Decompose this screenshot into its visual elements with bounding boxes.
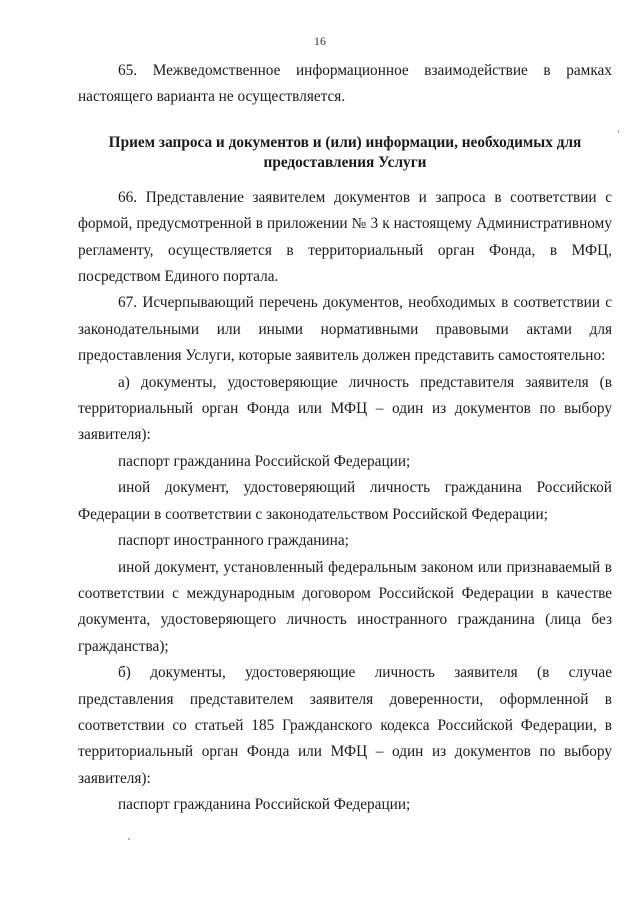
paragraph-66: 66. Представление заявителем документов и запроса в соответствии с формой, предусмотренной в приложении № 3 к настоящему Административному регламенту, осуществляется в территориальный орган Фонда, в МФЦ, посредством Единого портала. <box>78 188 612 286</box>
page-content <box>78 58 612 819</box>
section-heading: Прием запроса и документов и (или) информации, необходимых для предоставления Услуги <box>108 133 582 171</box>
list-subitem: паспорт иностранного гражданина; <box>118 532 349 550</box>
page-number: 16 <box>314 34 326 48</box>
paragraph-67: 67. Исчерпывающий перечень документов, необходимых в соответствии с законодательными или иными нормативными правовыми актами для предоставления Услуги, которые заявитель должен представить самостоятельно: <box>78 294 612 365</box>
paragraph-65: 65. Межведомственное информационное взаимодействие в рамках настоящего варианта не осуществляется. <box>78 62 612 106</box>
list-subitem: паспорт гражданина Российской Федерации; <box>118 452 411 470</box>
list-item-b: б) документы, удостоверяющие личность заявителя (в случае представления представителем заявителя доверенности, оформленной в соответствии со статьей 185 Гражданского кодекса Российской Федерации, в территориальный орган Фонда или МФЦ – один из документов по выбору заявителя): <box>78 664 612 787</box>
list-subitem: паспорт гражданина Российской Федерации; <box>118 796 411 814</box>
list-subitem: иной документ, установленный федеральным законом или признаваемый в соответствии с международным договором Российской Федерации в качестве документа, удостоверяющего личность иностранного гражданина (лица без гражданства); <box>78 558 612 655</box>
scan-speck <box>618 130 619 133</box>
scan-speck <box>128 838 130 840</box>
list-item-a: а) документы, удостоверяющие личность представителя заявителя (в территориальный орган Фонда или МФЦ – один из документов по выбору заявителя): <box>78 373 612 444</box>
list-subitem: иной документ, удостоверяющий личность гражданина Российской Федерации в соответствии с законодательством Российской Федерации; <box>78 479 612 523</box>
